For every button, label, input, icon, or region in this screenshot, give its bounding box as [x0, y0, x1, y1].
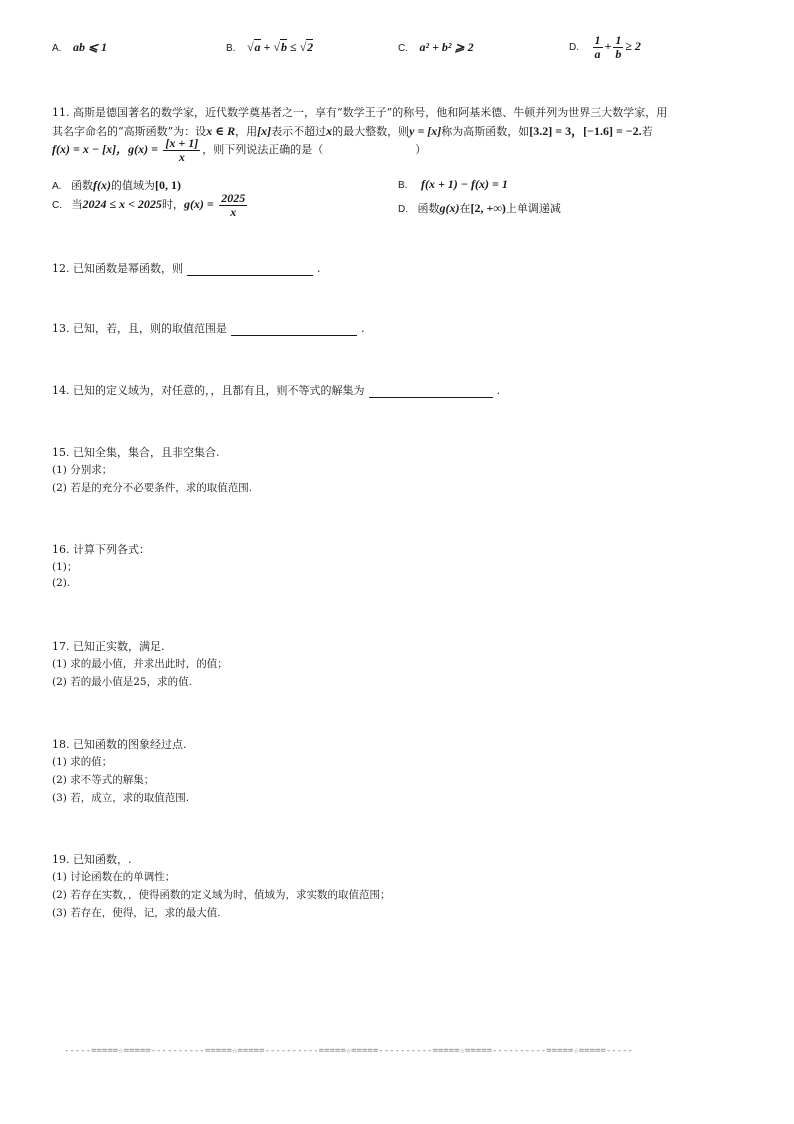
- q11-math: f(x) = x − [x]，g(x) =: [52, 142, 158, 157]
- option-tail: ≥ 2: [625, 38, 641, 53]
- q11-math: y = [x]: [409, 124, 442, 138]
- q11-line1: [52, 104, 667, 120]
- answer-blank[interactable]: [369, 387, 493, 398]
- q11-text: 11. 高斯是德国著名的数学家，近代数学奠基者之一，享有“数学王子”的称号，他和阿基米德、牛顿并列为世界三大数学家，用: [52, 106, 668, 119]
- frac-numerator: [x + 1]: [165, 136, 199, 150]
- frac-denominator: x: [230, 204, 237, 219]
- question-text: 17. 已知正实数，满足.: [52, 640, 165, 653]
- option-letter: C.: [52, 200, 62, 212]
- q11-math: [3.2] = 3，[−1.6] = −2.: [529, 124, 642, 138]
- question-17-part2: [52, 674, 192, 689]
- question-text: 18. 已知函数的图象经过点.: [52, 738, 187, 751]
- question-17-part1: [52, 656, 228, 671]
- option-text: 在: [459, 202, 471, 215]
- question-18-part1: [52, 754, 112, 769]
- option-expr: √a + √b ≤ √2: [246, 40, 314, 54]
- question-18-part3: [52, 790, 189, 805]
- sub-question: (3) 若存在，使得，记，求的最大值.: [52, 907, 221, 919]
- q11-text: 的最大整数，则: [332, 125, 410, 138]
- option-expr: ab ⩽ 1: [72, 40, 108, 54]
- q11-text: 若: [641, 125, 653, 138]
- sub-question: (1) 求的最小值，并求出此时，的值；: [52, 658, 228, 670]
- footer-text: -----=====☆=====----------=====☆=====----------=====☆=====----------=====☆=====----------=====☆=====-----: [64, 1046, 633, 1056]
- question-end: .: [496, 384, 500, 397]
- q11-line3: [52, 137, 426, 163]
- question-text: 14. 已知的定义域为，对任意的，，且都有且，则不等式的解集为: [52, 384, 365, 397]
- option-letter: B.: [226, 43, 236, 54]
- sub-question: (2).: [52, 577, 71, 589]
- q11-text: ，则下列说法正确的是（: [202, 143, 324, 157]
- option-text: 函数: [417, 202, 440, 215]
- q11-option-c: [52, 192, 249, 218]
- question-15-title: [52, 444, 220, 460]
- question-15-part2: [52, 480, 252, 495]
- question-12: [52, 260, 321, 276]
- sub-question: (2) 求不等式的解集；: [52, 774, 155, 786]
- answer-blank[interactable]: [187, 265, 313, 276]
- question-end: .: [317, 262, 321, 275]
- option-10a: [52, 40, 107, 55]
- frac-denominator: x: [178, 149, 185, 164]
- sub-question: (2) 若的最小值是25，求的值.: [52, 676, 192, 688]
- question-text: 13. 已知，若，且，则的取值范围是: [52, 322, 227, 335]
- q11-math: x: [326, 124, 333, 138]
- option-math: f(x + 1) − f(x) = 1: [420, 177, 508, 191]
- question-14: [52, 382, 500, 398]
- answer-blank[interactable]: [231, 325, 357, 336]
- question-text: 19. 已知函数，.: [52, 853, 132, 866]
- option-math: 2024 ≤ x < 2025: [82, 197, 162, 212]
- question-18-title: [52, 736, 187, 752]
- option-text: 的值域为: [110, 179, 155, 192]
- option-math: g(x) =: [183, 197, 214, 212]
- sub-question: (1) 求的值；: [52, 756, 113, 768]
- question-text: 12. 已知函数是幂函数，则: [52, 262, 183, 275]
- sub-question: (1)；: [52, 561, 78, 573]
- sub-question: (1) 分别求；: [52, 464, 113, 476]
- option-letter: D.: [569, 41, 579, 53]
- option-10c: [398, 40, 474, 55]
- option-text: 当: [71, 198, 83, 212]
- question-19-part3: [52, 905, 221, 920]
- q11-option-d: [398, 200, 561, 216]
- q11-text: 其名字命名的“高斯函数”为：设: [52, 125, 207, 138]
- q11-math: [x]: [257, 124, 272, 138]
- option-letter: C.: [398, 43, 408, 54]
- option-text: 函数: [70, 179, 93, 192]
- question-text: 15. 已知全集，集合，且非空集合.: [52, 446, 220, 459]
- q11-text: ）: [415, 143, 427, 157]
- q11-text: ，用: [235, 125, 258, 138]
- frac-numerator: 2025: [221, 191, 246, 205]
- question-15-part1: [52, 462, 112, 477]
- q11-text: 表示不超过: [271, 125, 327, 138]
- question-13: [52, 320, 365, 336]
- question-end: .: [361, 322, 365, 335]
- sub-question: (2) 若是的充分不必要条件，求的取值范围.: [52, 482, 253, 494]
- q11-math: x ∈ R: [206, 124, 236, 138]
- option-letter: A.: [52, 43, 62, 54]
- option-expr: $\frac{1}{a}$ + $\frac{1}{b}$ ≥ 2: [594, 33, 641, 61]
- option-text: 上单调递减: [505, 202, 561, 215]
- q11-text: 称为高斯函数，如: [441, 125, 530, 138]
- question-18-part2: [52, 772, 154, 787]
- option-expr: a² + b² ⩾ 2: [419, 40, 474, 54]
- question-text: 16. 计算下列各式：: [52, 543, 150, 556]
- question-17-title: [52, 638, 165, 654]
- q11-option-b: [398, 177, 508, 192]
- option-letter: A.: [52, 181, 62, 192]
- question-19-part1: [52, 869, 175, 884]
- option-letter: B.: [398, 180, 408, 191]
- sub-question: (2) 若存在实数，，使得函数的定义域为时，值域为，求实数的取值范围；: [52, 889, 391, 901]
- option-10b: [226, 40, 313, 55]
- option-math: f(x): [92, 178, 111, 192]
- q11-option-a: [52, 177, 181, 193]
- option-text: 时，: [161, 198, 184, 212]
- option-math: [0, 1): [154, 178, 181, 192]
- sub-question: (1) 讨论函数在的单调性；: [52, 871, 176, 883]
- question-16-title: [52, 541, 150, 557]
- question-19-part2: [52, 887, 390, 902]
- footer-divider: [64, 1046, 633, 1056]
- question-19-title: [52, 851, 132, 867]
- option-math: g(x): [439, 201, 460, 215]
- option-letter: D.: [398, 204, 408, 215]
- question-16-part1: [52, 559, 77, 574]
- option-math: [2, +∞): [470, 201, 506, 215]
- option-10d: [569, 34, 641, 60]
- sub-question: (3) 若，成立，求的取值范围.: [52, 792, 190, 804]
- question-16-part2: [52, 577, 70, 589]
